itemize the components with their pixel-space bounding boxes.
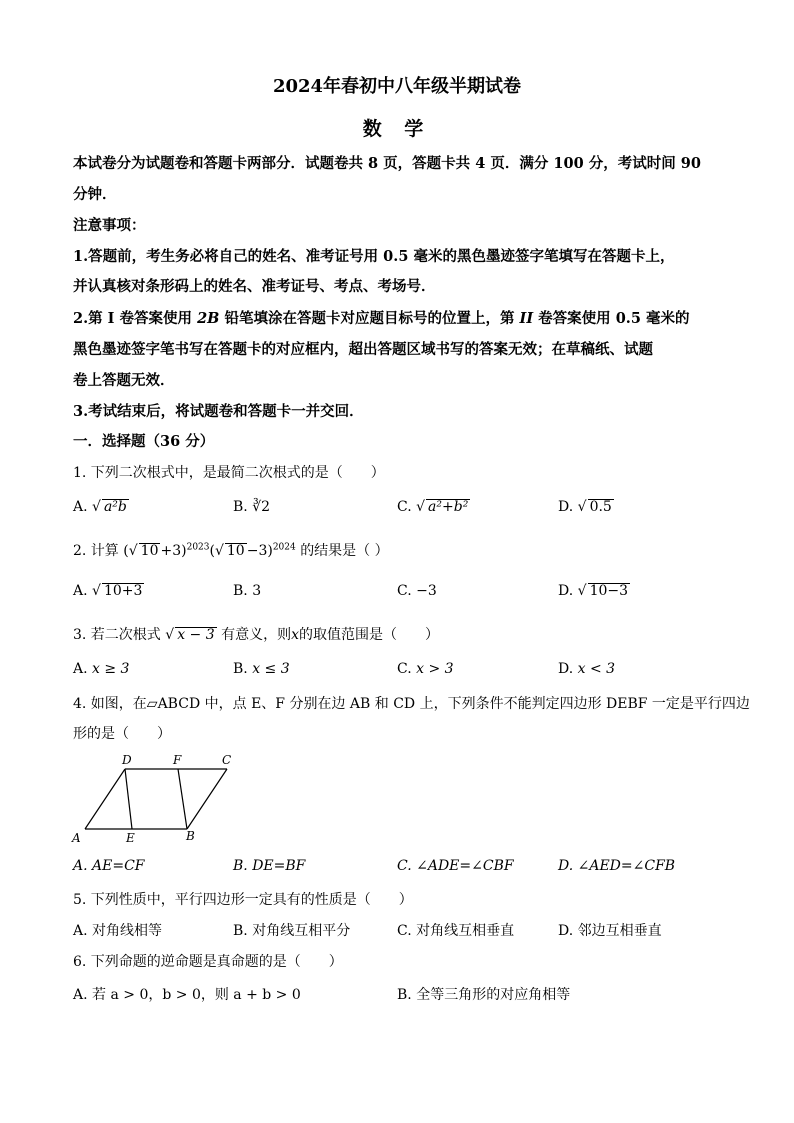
q5-option-d: D. 邻边互相垂直 xyxy=(558,923,662,939)
q1-option-d: D. √ 0.5 xyxy=(558,499,612,515)
notes-heading: 注意事项： xyxy=(73,217,146,234)
q3-stem-mid: 有意义，则 xyxy=(221,627,292,643)
note-3: 3.考试结束后，将试题卷和答题卡一并交回． xyxy=(73,403,364,420)
q6-option-a: A. 若 a > 0，b > 0，则 a + b > 0 xyxy=(73,987,301,1003)
q2-option-b xyxy=(233,583,261,599)
note-1-line-2: 并认真核对条形码上的姓名、准考证号、考点、考场号． xyxy=(73,278,436,295)
q5-option-b: B. 对角线互相平分 xyxy=(233,923,351,939)
q3-stem-pre: 3. 若二次根式 xyxy=(73,627,161,643)
q3-option-a xyxy=(73,661,129,677)
q1-option-a: A. √ a²b xyxy=(73,499,127,515)
note-2-line-2: 黑色墨迹签字笔书写在答题卡的对应框内，超出答题区域书写的答案无效；在草稿纸、试题 xyxy=(73,341,653,358)
note-2-text-e: 卷答案使用 0.5 毫米的 xyxy=(533,310,690,327)
q1-option-a-label: A. xyxy=(73,499,88,515)
parallelogram-figure xyxy=(70,752,250,847)
q2-stem-pre: 2. 计算 xyxy=(73,543,119,559)
q2-option-a-expr: 10+3 xyxy=(103,583,143,599)
label-e: E xyxy=(126,831,135,845)
q1-option-d-expr: 0.5 xyxy=(589,499,612,515)
q5-option-c: C. 对角线互相垂直 xyxy=(397,923,515,939)
q3-variable: x xyxy=(291,627,299,643)
q3-option-c-label: C. xyxy=(397,661,412,677)
question-5-stem: 5. 下列性质中，平行四边形一定具有的性质是（ ） xyxy=(73,892,413,908)
side-bc xyxy=(187,769,227,829)
q1-option-c: C. √ a²+b² xyxy=(397,499,469,515)
q2-option-a-label: A. xyxy=(73,583,88,599)
note-2-pencil: 2B xyxy=(197,310,220,327)
q3-radical: √ x − 3 xyxy=(165,627,215,643)
label-b: B xyxy=(186,829,195,843)
q2-option-c xyxy=(397,583,437,599)
note-2-line-1 xyxy=(73,307,690,328)
q2-stem-post: 的结果是（ ） xyxy=(300,543,389,559)
q1-option-b xyxy=(233,499,270,515)
q3-option-b-expr: x ≤ 3 xyxy=(252,661,290,677)
segment-bf xyxy=(178,769,187,829)
q2-option-b-label: B. xyxy=(233,583,248,599)
q2-expression: (√ 10 +3)$^{2023}$(√ 10 −3)$^{2024}$ xyxy=(123,542,296,559)
label-d: D xyxy=(122,753,132,767)
q3-option-c-expr: x > 3 xyxy=(416,661,454,677)
q3-option-a-expr: x ≥ 3 xyxy=(92,661,130,677)
q5-option-a: A. 对角线相等 xyxy=(73,923,163,939)
question-4-stem-line-1: 4. 如图，在▱ABCD 中，点 E、F 分别在边 AB 和 CD 上，下列条件不能判定四边形 DEBF 一定是平行四边 xyxy=(73,696,750,712)
note-2-text-a: 2.第 I 卷答案使用 xyxy=(73,310,198,327)
note-2-text-c: 铅笔填涂在答题卡对应题目标号的位置上，第 xyxy=(219,310,520,327)
label-c: C xyxy=(222,753,232,767)
q2-option-c-expr: −3 xyxy=(416,583,437,599)
subject-title: 数 学 xyxy=(362,118,432,140)
intro-line-2: 分钟． xyxy=(73,186,117,203)
q1-option-b-label: B. xyxy=(233,499,248,515)
q1-option-c-label: C. xyxy=(397,499,412,515)
q3-option-b xyxy=(233,661,290,677)
section-1-heading: 一．选择题（36 分） xyxy=(73,433,215,450)
q3-option-d-expr: x < 3 xyxy=(577,661,616,677)
note-2-volume: II xyxy=(519,310,534,327)
q3-stem-post: 的取值范围是（ ） xyxy=(298,627,439,643)
q3-option-b-label: B. xyxy=(233,661,248,677)
question-6-stem: 6. 下列命题的逆命题是真命题的是（ ） xyxy=(73,954,343,970)
q1-option-b-expr: ∛2 xyxy=(252,499,271,515)
q2-option-d-expr: 10−3 xyxy=(589,583,629,599)
note-1-line-1: 1.答题前，考生务必将自己的姓名、准考证号用 0.5 毫米的黑色墨迹签字笔填写在答题卡上， xyxy=(73,248,675,265)
q6-option-b: B. 全等三角形的对应角相等 xyxy=(397,987,571,1003)
q4-option-a: A. AE=CF xyxy=(73,858,145,874)
question-1-stem: 1. 下列二次根式中，是最简二次根式的是（ ） xyxy=(73,465,385,481)
question-4-stem-line-2: 形的是（ ） xyxy=(73,726,171,742)
question-2-stem xyxy=(73,540,389,560)
q4-option-d: D. ∠AED=∠CFB xyxy=(558,858,676,874)
q2-option-d-label: D. xyxy=(558,583,574,599)
q1-option-a-expr: a²b xyxy=(103,499,127,515)
q2-option-b-expr: 3 xyxy=(252,583,262,599)
q2-option-d: D. √ 10−3 xyxy=(558,583,629,599)
q3-option-c xyxy=(397,661,454,677)
note-2-line-3: 卷上答题无效． xyxy=(73,372,175,389)
intro-line-1: 本试卷分为试题卷和答题卡两部分．试题卷共 8 页，答题卡共 4 页．满分 100 分，考试时间 90 xyxy=(73,155,701,172)
q1-option-d-label: D. xyxy=(558,499,574,515)
q1-option-c-expr: a²+b² xyxy=(428,499,469,515)
page-title: 2024年春初中八年级半期试卷 xyxy=(272,76,522,97)
q3-option-d-label: D. xyxy=(558,661,574,677)
q3-option-d xyxy=(558,661,615,677)
q4-option-b: B. DE=BF xyxy=(233,858,306,874)
q3-option-a-label: A. xyxy=(73,661,88,677)
label-f: F xyxy=(173,753,182,767)
question-3-stem xyxy=(73,624,439,644)
q4-option-c: C. ∠ADE=∠CBF xyxy=(397,858,514,874)
segment-de xyxy=(125,769,132,829)
label-a: A xyxy=(72,831,81,845)
q2-option-c-label: C. xyxy=(397,583,412,599)
q2-option-a: A. √ 10+3 xyxy=(73,583,143,599)
side-ad xyxy=(85,769,125,829)
